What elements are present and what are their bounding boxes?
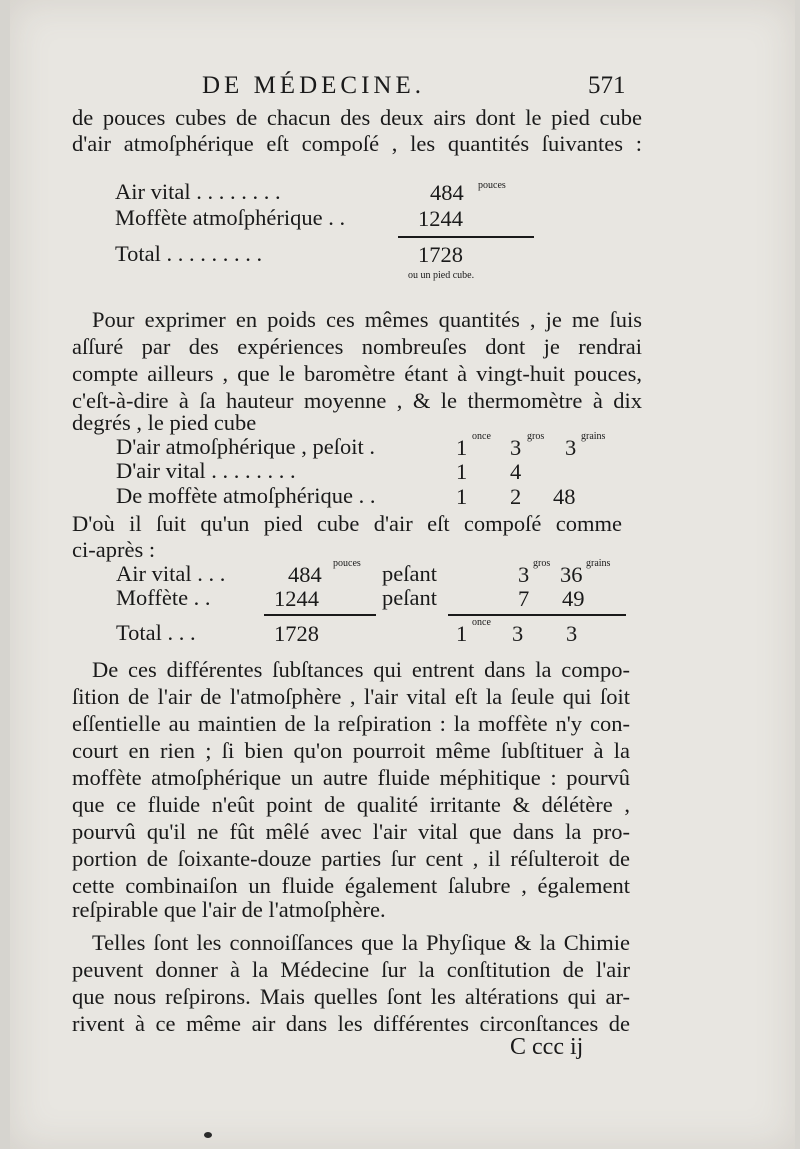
gros-value: 3 xyxy=(510,435,522,460)
row-label: D'air vital . . . . . . . . xyxy=(116,458,296,483)
unit-label: gros xyxy=(533,558,551,569)
peſant-word: peſant xyxy=(382,585,437,610)
text-line: reſpirable que l'air de l'atmoſphère. xyxy=(72,897,386,922)
text-line: D'où il ſuit qu'un pied cube d'air eſt compoſé comme xyxy=(72,511,622,536)
peſant-word: peſant xyxy=(382,561,437,586)
volume-value: 1244 xyxy=(274,586,319,611)
row-label: Air vital . . . xyxy=(116,561,226,586)
text-line: ci-après : xyxy=(72,537,156,562)
once-value: 1 xyxy=(456,621,468,646)
text-line: rivent à ce même air dans les différentes circonſtances de xyxy=(72,1011,630,1036)
text-line: eſſentielle au maintien de la reſpiration : la moffète n'y con- xyxy=(72,711,630,736)
grains-value: 49 xyxy=(562,586,585,611)
text-line: d'air atmoſphérique eſt compoſé , les quantités ſuivantes : xyxy=(72,131,642,156)
unit-label: grains xyxy=(581,431,606,442)
unit-label: pouces xyxy=(478,180,506,191)
text-line: ſition de l'air de l'atmoſphère , l'air vital eſt la ſeule qui ſoit xyxy=(72,684,630,709)
unit-label: pouces xyxy=(333,558,361,569)
total-note: ou un pied cube. xyxy=(408,270,475,281)
signature-mark: C ccc ij xyxy=(510,1034,584,1060)
text-line: degrés , le pied cube xyxy=(72,410,257,435)
row-label: Moffète atmoſphérique . . xyxy=(115,205,346,230)
gros-value: 3 xyxy=(512,621,524,646)
unit-label: grains xyxy=(586,558,611,569)
text-line: court en rien ; ſi bien qu'on pourroit même ſubſtituer à la xyxy=(72,738,630,763)
book-page xyxy=(10,0,795,1149)
text-line: que nous reſpirons. Mais quelles ſont les altérations qui ar- xyxy=(72,984,630,1009)
row-label: Moffète . . xyxy=(116,585,211,610)
text-line: de pouces cubes de chacun des deux airs dont le pied cube xyxy=(72,105,642,130)
sum-rule xyxy=(448,614,626,616)
row-value: 484 xyxy=(430,180,464,205)
total-value: 1728 xyxy=(274,621,319,646)
row-label: De moffète atmoſphérique . . xyxy=(116,483,376,508)
text-line: moffète atmoſphérique un autre fluide méphitique : pourvû xyxy=(72,765,630,790)
page-number: 571 xyxy=(588,72,626,99)
text-line: c'eſt-à-dire à ſa hauteur moyenne , & le thermomètre à dix xyxy=(72,388,642,413)
total-value: 1728 xyxy=(418,242,463,267)
unit-label: once xyxy=(472,617,491,628)
unit-label: once xyxy=(472,431,491,442)
gros-value: 3 xyxy=(518,562,530,587)
grains-value: 36 xyxy=(560,562,583,587)
gros-value: 2 xyxy=(510,484,522,509)
text-line: que ce fluide n'eût point de qualité irritante & délétère , xyxy=(72,792,630,817)
text-line: aſſuré par des expériences nombreuſes dont je rendrai xyxy=(72,334,642,359)
text-line: peuvent donner à la Médecine ſur la conſtitution de l'air xyxy=(72,957,630,982)
sum-rule xyxy=(264,614,376,616)
text-line: cette combinaiſon un fluide également ſalubre , également xyxy=(72,873,630,898)
total-label: Total . . . xyxy=(116,620,196,645)
text-line: compte ailleurs , que le baromètre étant à vingt-huit pouces, xyxy=(72,361,642,386)
total-label: Total . . . . . . . . . xyxy=(115,241,263,266)
sum-rule xyxy=(398,236,534,238)
once-value: 1 xyxy=(456,484,468,509)
text-line: Pour exprimer en poids ces mêmes quantités , je me ſuis xyxy=(92,307,642,332)
running-header: DE MÉDECINE. xyxy=(202,72,425,99)
gros-value: 4 xyxy=(510,459,522,484)
grains-value: 3 xyxy=(566,621,578,646)
grains-value: 48 xyxy=(553,484,576,509)
text-line: portion de ſoixante-douze parties ſur cent , il réſulteroit de xyxy=(72,846,630,871)
once-value: 1 xyxy=(456,459,468,484)
grains-value: 3 xyxy=(565,435,577,460)
ink-spot xyxy=(204,1132,212,1138)
once-value: 1 xyxy=(456,435,468,460)
text-line: De ces différentes ſubſtances qui entrent dans la compo- xyxy=(92,657,630,682)
row-value: 1244 xyxy=(418,206,463,231)
row-label: Air vital . . . . . . . . xyxy=(115,179,281,204)
volume-value: 484 xyxy=(288,562,322,587)
text-line: pourvû qu'il ne fût mêlé avec l'air vital que dans la pro- xyxy=(72,819,630,844)
text-line: Telles ſont les connoiſſances que la Phyſique & la Chimie xyxy=(92,930,630,955)
gros-value: 7 xyxy=(518,586,530,611)
row-label: D'air atmoſphérique , peſoit . xyxy=(116,434,375,459)
unit-label: gros xyxy=(527,431,545,442)
